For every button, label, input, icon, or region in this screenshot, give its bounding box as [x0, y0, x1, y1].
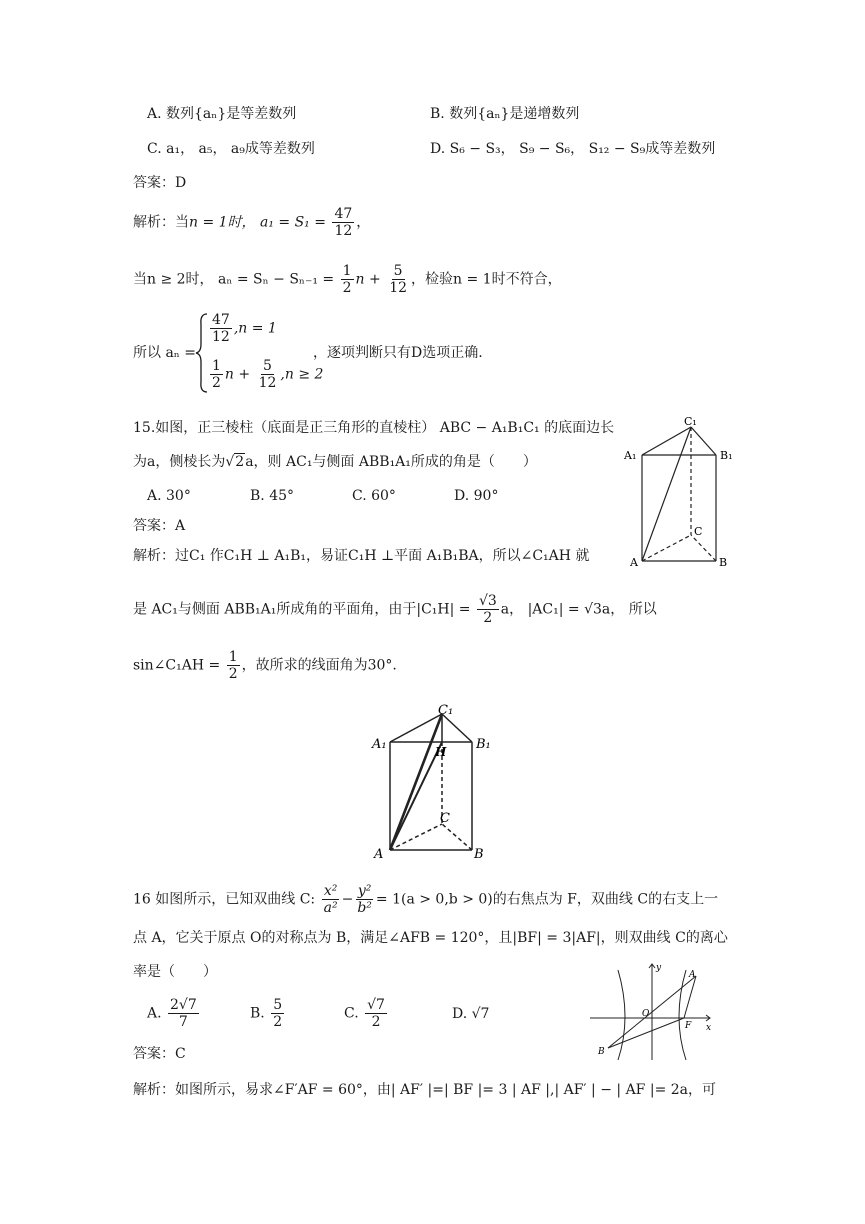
prism-figure — [620, 415, 740, 575]
label-o: O — [642, 1009, 650, 1019]
q16-stem-line-3: 率是（ ） — [133, 964, 217, 980]
q16-stem-line-1: 16 如图所示，已知双曲线 C: $\frac{\text{x²}}{\text{a²}}$ − $\frac{\text{y²}}{\text{b²}}$ = 1(a > 0,b > 0)的右焦点为 F，双曲线 C的右支上一 — [133, 883, 719, 916]
label-c1: C₁ — [438, 703, 454, 718]
label-h: H — [435, 745, 447, 759]
q14-option-b: B. 数列{aₙ}是递增数列 — [430, 106, 580, 122]
label-b: B — [474, 847, 484, 862]
label-a1: A₁ — [372, 737, 387, 752]
prism-figure-with-h — [368, 698, 493, 863]
label-a: A — [630, 556, 638, 569]
label-a: A — [374, 847, 384, 862]
label-b1: B₁ — [476, 737, 491, 752]
label-b: B — [598, 1047, 605, 1057]
q16-stem-line-2: 点 A，它关于原点 O的对称点为 B，满足∠AFB = 120°，且|BF| = 3|AF|，则双曲线 C的离心 — [133, 930, 728, 946]
label-x: x — [706, 1023, 712, 1033]
q14-solution-line-1: 解析：当n = 1时， a₁ = S₁ = $\frac{47}{12}$ ， — [133, 206, 371, 239]
q15-option-a: A. 30° — [147, 488, 191, 504]
q16-answer: 答案：C — [133, 1046, 186, 1062]
q14-option-c: C. a₁， a₅， a₉成等差数列 — [147, 141, 315, 157]
q14-case-2: $\frac{1}{2}$ n + $\frac{5}{12}$ ,n ≥ 2 — [212, 358, 324, 391]
q16-option-c: C. $\frac{√7}{2}$ — [344, 997, 385, 1030]
q14-option-a: A. 数列{aₙ}是等差数列 — [147, 106, 297, 122]
q14-solution-line-3-prefix: 所以 aₙ = — [133, 345, 197, 361]
label-a1: A₁ — [624, 449, 637, 462]
q15-solution-line-1: 解析：过C₁ 作C₁H ⊥ A₁B₁，易证C₁H ⊥平面 A₁B₁BA，所以∠C₁AH 就 — [133, 548, 590, 564]
label-b1: B₁ — [720, 449, 733, 462]
q14-case-1: $\frac{47}{12}$ ,n = 1 — [212, 312, 277, 345]
q15-solution-line-3: sin∠C₁AH = $\frac{1}{2}$ ，故所求的线面角为30°. — [133, 649, 397, 682]
q15-answer: 答案：A — [133, 518, 186, 534]
q14-answer: 答案：D — [133, 175, 187, 191]
label-y: y — [656, 963, 662, 973]
q15-option-d: D. 90° — [454, 488, 499, 504]
q15-stem-line-2: 为a，侧棱长为√2a，则 AC₁与侧面 ABB₁A₁所成的角是（ ） — [133, 454, 537, 470]
q14-solution-line-2: 当n ≥ 2时， aₙ = Sₙ − Sₙ₋₁ = $\frac{1}{2}$ n + $\frac{5}{12}$ ，检验n = 1时不符合， — [133, 263, 562, 296]
label-b: B — [719, 556, 728, 569]
label-a: A — [689, 970, 696, 980]
label-c1: C₁ — [684, 415, 697, 428]
q15-solution-line-2: 是 AC₁与侧面 ABB₁A₁所成角的平面角，由于|C₁H| = $\frac{√3}{2}$ a， |AC₁| = √3a， 所以 — [133, 593, 657, 626]
hyperbola-figure — [588, 960, 720, 1064]
q16-solution-line-1: 解析：如图所示，易求∠F′AF = 60°，由| AF′ |=| BF |= 3 | AF |,| AF′ | − | AF |= 2a，可 — [133, 1082, 717, 1098]
q15-option-b: B. 45° — [250, 488, 295, 504]
q16-option-a: A. $\frac{2√7}{7}$ — [147, 997, 197, 1030]
q16-option-d: D. √7 — [452, 1006, 490, 1022]
q14-option-d: D. S₆ − S₃， S₉ − S₆， S₁₂ − S₉成等差数列 — [430, 141, 716, 157]
q14-solution-line-3-suffix: ，逐项判断只有D选项正确. — [313, 345, 483, 361]
label-f: F — [685, 1021, 692, 1031]
q15-option-c: C. 60° — [352, 488, 396, 504]
q16-option-b: B. $\frac{5}{2}$ — [250, 997, 283, 1030]
label-c: C — [694, 525, 703, 538]
brace-icon — [195, 312, 209, 394]
q15-stem-line-1: 15.如图，正三棱柱（底面是正三角形的直棱柱） ABC − A₁B₁C₁ 的底面边长 — [133, 420, 615, 436]
label-c: C — [440, 811, 450, 826]
